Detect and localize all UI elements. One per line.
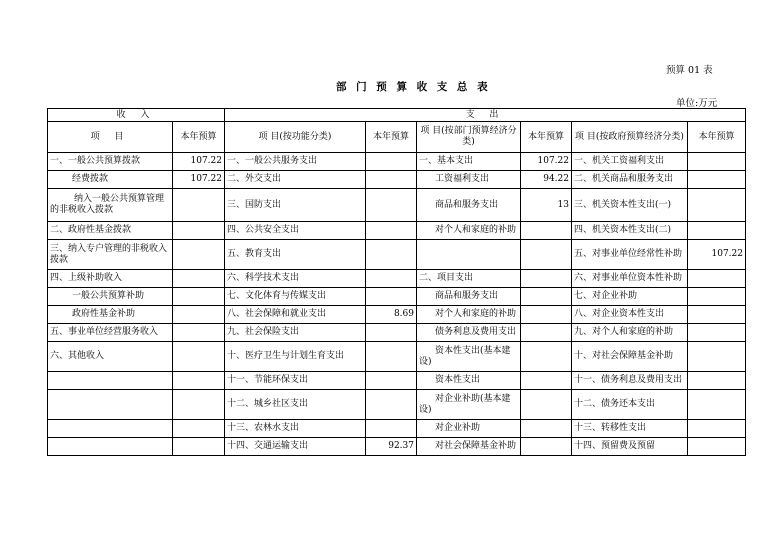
cell-dept-econ-item: 对企业补助 [417,420,521,438]
cell-functional-budget [366,390,417,420]
cell-income-budget [173,240,225,270]
cell-dept-econ-item: 工资福利支出 [417,171,521,189]
group-header-row [48,109,746,122]
cell-dept-econ-item [417,240,521,270]
cell-gov-econ-item: 一、机关工资福利支出 [572,153,688,171]
cell-dept-econ-item: 对社会保障基金补助 [417,438,521,456]
column-header-row [48,122,746,153]
cell-functional-item: 十、医疗卫生与计划生育支出 [225,342,366,372]
cell-dept-econ-budget [521,306,572,324]
col-header-gov-econ-item: 项 目(按政府预算经济分类) [572,122,688,153]
cell-income-item: 经费拨款 [48,171,173,189]
cell-income-item: 二、政府性基金拨款 [48,222,173,240]
col-header-gov-econ-budget: 本年预算 [688,122,746,153]
cell-gov-econ-budget [688,270,746,288]
page-title: 部 门 预 算 收 支 总 表 [336,81,491,93]
cell-dept-econ-item: 一、基本支出 [417,153,521,171]
cell-functional-budget: 8.69 [366,306,417,324]
cell-gov-econ-item: 六、对事业单位资本性补助 [572,270,688,288]
cell-income-budget: 107.22 [173,171,225,189]
table-row [48,390,746,420]
cell-functional-item: 六、科学技术支出 [225,270,366,288]
cell-functional-budget [366,324,417,342]
cell-functional-item: 一、一般公共服务支出 [225,153,366,171]
cell-gov-econ-budget [688,324,746,342]
cell-functional-item: 七、文化体育与传媒支出 [225,288,366,306]
cell-income-item: 政府性基金补助 [48,306,173,324]
cell-income-item: 五、事业单位经营服务收入 [48,324,173,342]
cell-functional-budget [366,153,417,171]
col-header-dept-econ-budget: 本年预算 [521,122,572,153]
cell-income-budget [173,222,225,240]
cell-functional-item: 八、社会保障和就业支出 [225,306,366,324]
table-row [48,153,746,171]
col-header-functional-item: 项 目(按功能分类) [225,122,366,153]
cell-functional-item: 四、公共安全支出 [225,222,366,240]
cell-gov-econ-item: 七、对企业补助 [572,288,688,306]
cell-dept-econ-item: 商品和服务支出 [417,288,521,306]
col-header-income-budget: 本年预算 [173,122,225,153]
cell-dept-econ-item: 债务利息及费用支出 [417,324,521,342]
cell-gov-econ-item: 四、机关资本性支出(二) [572,222,688,240]
table-row [48,240,746,270]
cell-gov-econ-budget: 107.22 [688,240,746,270]
cell-dept-econ-budget [521,342,572,372]
cell-income-item [48,420,173,438]
unit-label: 单位:万元 [676,98,718,109]
cell-dept-econ-budget [521,222,572,240]
income-group-header: 收 入 [48,109,225,122]
cell-income-item: 三、纳入专户管理的非税收入拨款 [48,240,173,270]
cell-income-item [48,390,173,420]
cell-income-budget [173,288,225,306]
table-row [48,288,746,306]
cell-income-budget [173,342,225,372]
cell-dept-econ-item: 对个人和家庭的补助 [417,306,521,324]
cell-gov-econ-budget [688,420,746,438]
cell-gov-econ-item: 十一、债务利息及费用支出 [572,372,688,390]
table-row [48,438,746,456]
cell-income-budget [173,372,225,390]
cell-income-budget [173,306,225,324]
cell-functional-budget [366,171,417,189]
cell-gov-econ-item: 二、机关商品和服务支出 [572,171,688,189]
budget-summary-table [47,108,746,456]
cell-functional-item: 九、社会保险支出 [225,324,366,342]
cell-income-item: 六、其他收入 [48,342,173,372]
cell-income-budget [173,189,225,222]
cell-gov-econ-budget [688,390,746,420]
cell-dept-econ-budget: 107.22 [521,153,572,171]
cell-dept-econ-budget [521,438,572,456]
cell-gov-econ-budget [688,372,746,390]
cell-gov-econ-item: 十、对社会保障基金补助 [572,342,688,372]
cell-dept-econ-budget [521,288,572,306]
table-row [48,324,746,342]
cell-income-budget [173,390,225,420]
cell-gov-econ-item: 十四、预留费及预留 [572,438,688,456]
cell-gov-econ-budget [688,153,746,171]
cell-gov-econ-item: 九、对个人和家庭的补助 [572,324,688,342]
cell-dept-econ-budget [521,324,572,342]
cell-gov-econ-budget [688,171,746,189]
cell-income-budget [173,270,225,288]
cell-gov-econ-item: 五、对事业单位经常性补助 [572,240,688,270]
cell-gov-econ-budget [688,222,746,240]
cell-gov-econ-item: 十三、转移性支出 [572,420,688,438]
cell-functional-budget [366,342,417,372]
cell-functional-budget [366,420,417,438]
cell-functional-budget [366,222,417,240]
cell-income-budget [173,324,225,342]
cell-functional-item: 十四、交通运输支出 [225,438,366,456]
cell-dept-econ-item: 资本性支出 [417,372,521,390]
cell-dept-econ-item: 二、项目支出 [417,270,521,288]
cell-functional-budget [366,270,417,288]
cell-dept-econ-budget [521,372,572,390]
cell-income-item: 四、上级补助收入 [48,270,173,288]
cell-dept-econ-budget [521,240,572,270]
cell-gov-econ-budget [688,342,746,372]
table-row [48,420,746,438]
cell-gov-econ-item: 十二、债务还本支出 [572,390,688,420]
cell-functional-item: 三、国防支出 [225,189,366,222]
cell-gov-econ-budget [688,288,746,306]
table-row [48,342,746,372]
cell-dept-econ-budget: 13 [521,189,572,222]
table-row [48,270,746,288]
col-header-income-item: 项 目 [48,122,173,153]
table-row [48,306,746,324]
cell-functional-item: 五、教育支出 [225,240,366,270]
cell-income-item: 一、一般公共预算拨款 [48,153,173,171]
cell-functional-item: 十三、农林水支出 [225,420,366,438]
table-row [48,189,746,222]
cell-dept-econ-item: 对企业补助(基本建设) [417,390,521,420]
expense-group-header: 支 出 [225,109,746,122]
form-code: 预算 01 表 [666,65,713,76]
table-row [48,171,746,189]
table-row [48,372,746,390]
cell-gov-econ-budget [688,189,746,222]
cell-functional-budget [366,372,417,390]
cell-income-item [48,438,173,456]
col-header-dept-econ-item: 项 目(按部门预算经济分类) [417,122,521,153]
cell-functional-budget [366,189,417,222]
cell-functional-item: 十一、节能环保支出 [225,372,366,390]
cell-dept-econ-item: 对个人和家庭的补助 [417,222,521,240]
cell-income-item [48,372,173,390]
cell-gov-econ-budget [688,438,746,456]
cell-income-budget [173,420,225,438]
cell-dept-econ-budget [521,270,572,288]
cell-functional-item: 二、外交支出 [225,171,366,189]
cell-dept-econ-item: 资本性支出(基本建设) [417,342,521,372]
cell-income-budget: 107.22 [173,153,225,171]
cell-income-item: 纳入一般公共预算管理的非税收入拨款 [48,189,173,222]
cell-dept-econ-budget: 94.22 [521,171,572,189]
cell-functional-budget: 92.37 [366,438,417,456]
cell-dept-econ-budget [521,420,572,438]
cell-income-item: 一般公共预算补助 [48,288,173,306]
cell-gov-econ-budget [688,306,746,324]
cell-dept-econ-item: 商品和服务支出 [417,189,521,222]
cell-functional-item: 十二、城乡社区支出 [225,390,366,420]
cell-gov-econ-item: 三、机关资本性支出(一) [572,189,688,222]
table-row [48,222,746,240]
cell-gov-econ-item: 八、对企业资本性支出 [572,306,688,324]
cell-dept-econ-budget [521,390,572,420]
cell-functional-budget [366,240,417,270]
cell-income-budget [173,438,225,456]
col-header-functional-budget: 本年预算 [366,122,417,153]
cell-functional-budget [366,288,417,306]
